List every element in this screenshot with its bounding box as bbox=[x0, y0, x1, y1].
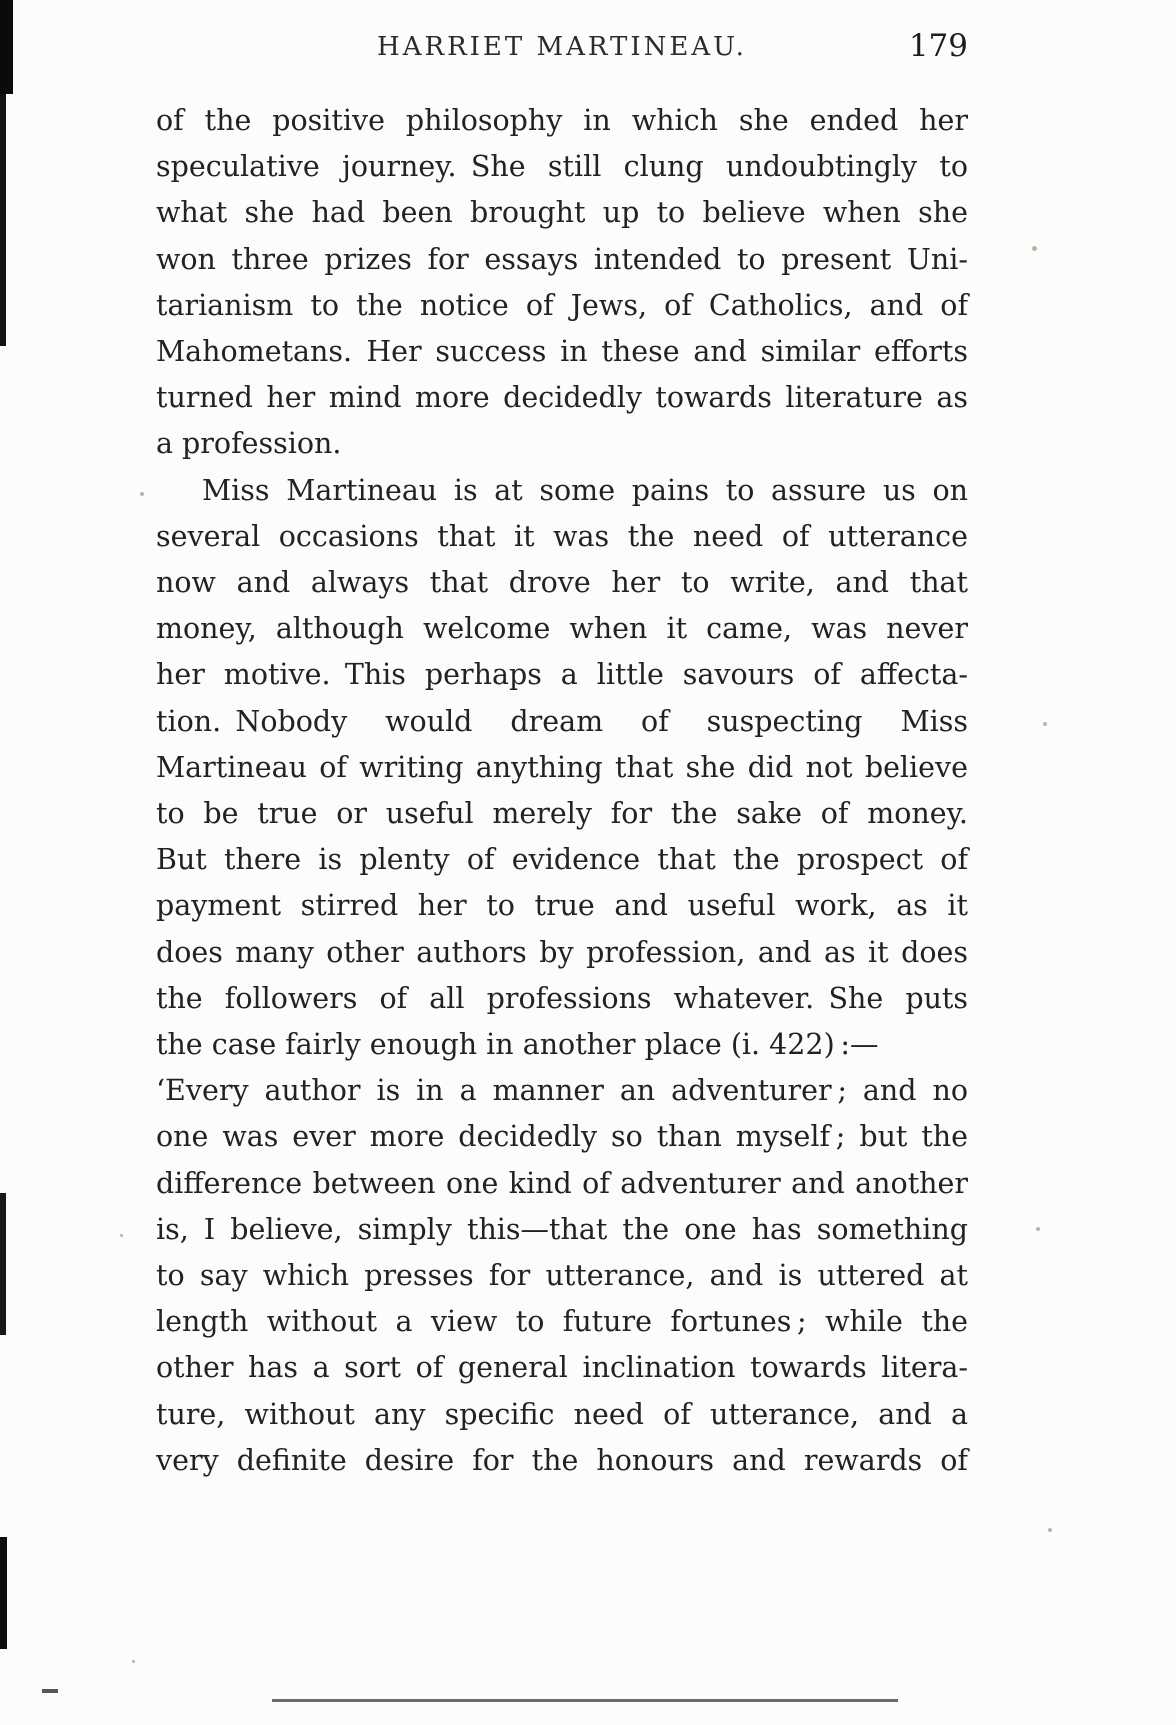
text-line: now and always that drove her to write, and that bbox=[156, 566, 968, 600]
text-line: to say which presses for utterance, and is uttered at bbox=[156, 1259, 968, 1293]
running-title: HARRIET MARTINEAU. bbox=[377, 32, 747, 62]
scan-edge-artifact bbox=[0, 0, 13, 94]
text-line: speculative journey. She still clung undoubtingly to bbox=[156, 150, 968, 184]
text-line: tarianism to the notice of Jews, of Catholics, and of bbox=[156, 288, 968, 322]
text-line: her motive. This perhaps a little savours of affecta- bbox=[156, 658, 968, 692]
text-line: ture, without any specific need of utterance, and a bbox=[156, 1397, 968, 1431]
text-line: Mahometans. Her success in these and similar efforts bbox=[156, 335, 968, 369]
scan-speck bbox=[1032, 246, 1037, 251]
scan-speck bbox=[132, 1660, 135, 1663]
text-line: of the positive philosophy in which she ended her bbox=[156, 104, 968, 137]
text-line: payment stirred her to true and useful work, as it bbox=[156, 889, 968, 923]
body-text bbox=[156, 98, 968, 1484]
text-line: very definite desire for the honours and rewards of bbox=[156, 1443, 968, 1477]
scan-speck bbox=[1043, 722, 1047, 726]
scan-edge-artifact bbox=[0, 1537, 7, 1649]
text-line: money, although welcome when it came, was never bbox=[156, 612, 968, 646]
text-line: to be true or useful merely for the sake of money. bbox=[156, 797, 968, 831]
text-line: what she had been brought up to believe when she bbox=[156, 196, 968, 230]
text-line: the followers of all professions whatever. She puts bbox=[156, 981, 968, 1015]
text-line: length without a view to future fortunes ; while the bbox=[156, 1305, 968, 1339]
text-line: does many other authors by profession, and as it does bbox=[156, 935, 968, 969]
scan-edge-artifact bbox=[0, 1193, 6, 1335]
scan-speck bbox=[120, 1234, 123, 1237]
text-line: won three prizes for essays intended to present Uni- bbox=[156, 242, 968, 276]
page-header bbox=[156, 28, 968, 98]
text-line: one was ever more decidedly so than myself ; but the bbox=[156, 1120, 968, 1154]
text-line: turned her mind more decidedly towards literature as bbox=[156, 381, 968, 415]
scan-speck bbox=[1048, 1528, 1052, 1532]
scan-edge-artifact bbox=[0, 94, 6, 346]
text-line: is, I believe, simply this—that the one has something bbox=[156, 1212, 968, 1246]
text-line: the case fairly enough in another place (i. 422) :— bbox=[156, 1028, 879, 1062]
scan-edge-artifact bbox=[42, 1689, 58, 1693]
text-line: difference between one kind of adventurer and another bbox=[156, 1166, 968, 1200]
text-line: ‘Every author is in a manner an adventurer ; and no bbox=[156, 1074, 968, 1108]
scan-speck bbox=[140, 492, 144, 496]
text-line: other has a sort of general inclination towards litera- bbox=[156, 1351, 968, 1385]
text-line: Martineau of writing anything that she did not believe bbox=[156, 750, 968, 784]
text-line: But there is plenty of evidence that the prospect of bbox=[156, 843, 968, 877]
text-line: tion. Nobody would dream of suspecting Miss bbox=[156, 704, 968, 738]
text-column bbox=[156, 28, 968, 1484]
scan-edge-artifact bbox=[272, 1699, 898, 1702]
text-line: a profession. bbox=[156, 427, 342, 461]
text-line: Miss Martineau is at some pains to assure us on bbox=[202, 473, 968, 507]
page-number: 179 bbox=[908, 28, 968, 64]
scan-speck bbox=[1036, 1227, 1040, 1231]
text-line: several occasions that it was the need of utterance bbox=[156, 519, 968, 553]
